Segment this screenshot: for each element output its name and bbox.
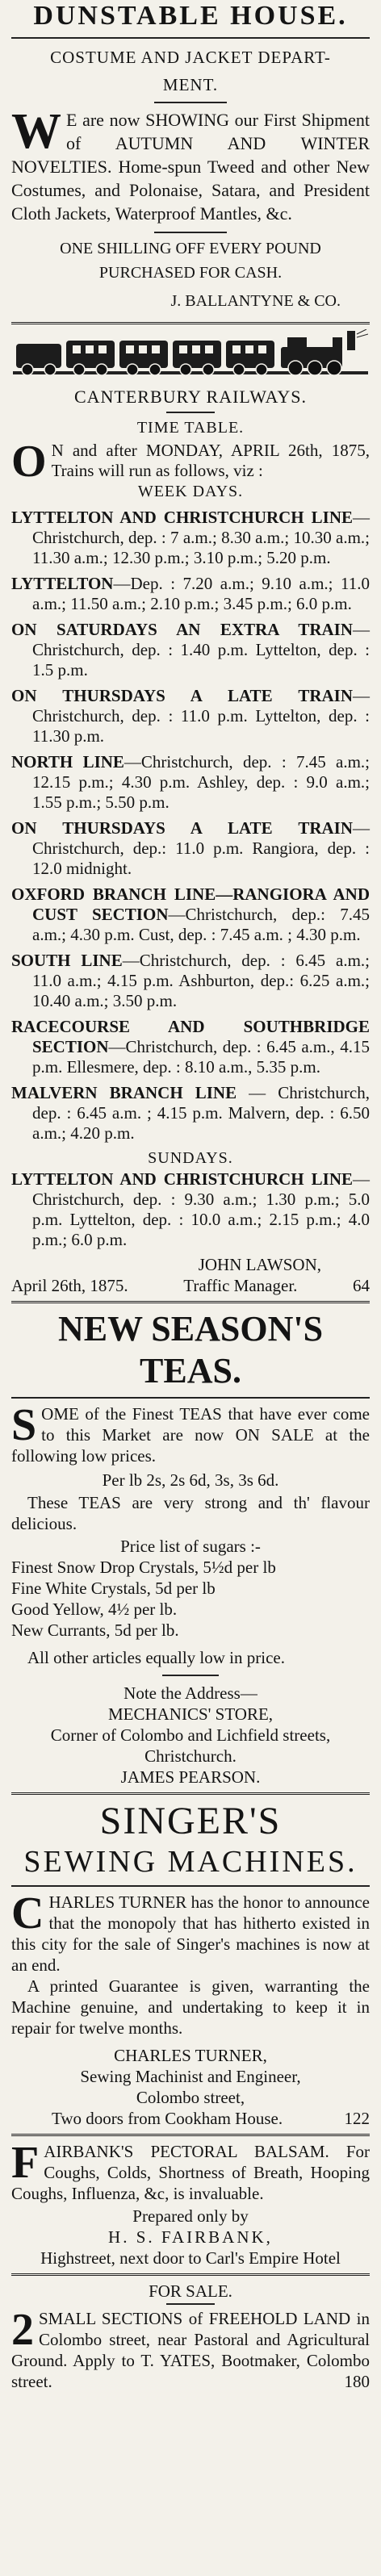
timetable-entry [11, 508, 370, 568]
timetable-entry [11, 1169, 370, 1250]
line-name: ON SATURDAYS AN EXTRA TRAIN [11, 620, 353, 639]
ad-title: DUNSTABLE HOUSE. [33, 1, 348, 31]
divider [11, 1885, 370, 1887]
singer-body-text: HARLES TURNER has the honor to announce that the monopoly that has hitherto existed in this city for the sale of Singer's machines is now at an end. [11, 1892, 370, 1975]
timetable-heading: TIME TABLE. [136, 419, 245, 437]
line-name: LYTTELTON AND CHRISTCHURCH LINE [11, 1169, 353, 1189]
line-name: LYTTELTON [11, 574, 114, 593]
section-divider [11, 1792, 370, 1795]
drop-cap: 2 [11, 2305, 34, 2355]
sugar-item: Fine White Crystals, 5d per lb [11, 1579, 216, 1598]
sale-body [11, 2305, 370, 2392]
line-times: —Christchurch, dep. : 1.40 p.m. Lyttelton, dep. : 1.5 p.m. [32, 620, 370, 680]
short-divider [166, 2303, 215, 2305]
timetable-entry [11, 818, 370, 879]
line-times: —Christchurch, dep.: 7.45 a.m.; 4.30 p.m. Cust, dep. : 7.45 a.m. ; 4.30 p.m. [32, 905, 370, 944]
section-divider [11, 1301, 370, 1303]
line-times: —Christchurch, dep. : 9.30 a.m.; 1.30 p.m.; 5.0 p.m. Lyttelton, dep. : 10.0 a.m.; 2.15 p.m.; 4.0 p.m.; 6.0 p.m. [32, 1169, 370, 1249]
signer-title: Traffic Manager. [183, 1276, 298, 1295]
railway-timetable-ad [11, 329, 370, 1296]
line-name: ON THURSDAYS A LATE TRAIN [11, 818, 353, 838]
line-times: —Christchurch, dep. : 7.45 a.m.; 12.15 p.m.; 4.30 p.m. Ashley, dep. : 9.0 a.m.; 1.55 p.m.; 5.50 p.m. [32, 752, 370, 812]
sale-body-text: SMALL SECTIONS of FREEHOLD LAND in Colombo street, near Pastoral and Agricultural Ground. Apply to T. YATES, Bootmaker, Colombo street. [11, 2309, 370, 2391]
singer-sewing-ad [11, 1800, 370, 2129]
weekdays-heading: WEEK DAYS. [137, 483, 244, 500]
line-name: NORTH LINE [11, 752, 124, 772]
line-name: OXFORD BRANCH LINE—RANGIORA AND CUST SECTION [11, 884, 370, 924]
drop-cap: C [11, 1888, 44, 1938]
merchant-trade: Sewing Machinist and Engineer, [80, 2067, 301, 2086]
other-articles: All other articles equally low in price. [27, 1648, 285, 1667]
ad-subtitle-line-1: COSTUME AND JACKET DEPART- [50, 48, 331, 67]
drop-cap: S [11, 1400, 37, 1450]
line-times: —Dep. : 7.20 a.m.; 9.10 a.m.; 11.0 a.m.; 11.50 a.m.; 2.10 p.m.; 3.45 p.m.; 6.0 p.m. [32, 574, 370, 613]
chemist-name: H. S. FAIRBANK, [108, 2227, 273, 2247]
merchant-location: Two doors from Cookham House. [52, 2109, 283, 2128]
line-times: —Christchurch, dep. : 7 a.m.; 8.30 a.m.; 10.30 a.m.; 11.30 a.m.; 12.30 p.m.; 3.10 p.m.; 5.20 p.m. [32, 508, 370, 567]
divider [11, 37, 370, 39]
ad-title: NEW SEASON'S TEAS. [57, 1309, 324, 1390]
line-name: ON THURSDAYS A LATE TRAIN [11, 686, 353, 705]
line-name: LYTTELTON AND CHRISTCHURCH LINE [11, 508, 353, 527]
signer-name: JOHN LAWSON, [198, 1255, 321, 1274]
singer-guarantee: A printed Guarantee is given, warranting the Machine genuine, and undertaking to keep it in repair for twelve months. [11, 1976, 370, 2038]
singer-body [11, 1888, 370, 1976]
tea-quality: These TEAS are very strong and th' flavour delicious. [11, 1493, 370, 1533]
railway-intro-text: N and after MONDAY, APRIL 26th, 1875, Trains will run as follows, viz : [51, 441, 370, 480]
sugar-item: Finest Snow Drop Crystals, 5½d per lb [11, 1558, 276, 1577]
timetable-entry [11, 752, 370, 813]
timetable-entry [11, 686, 370, 746]
sugar-heading: Price list of sugars :- [120, 1537, 261, 1556]
drop-cap: F [11, 2138, 40, 2188]
fairbank-balsam-ad [11, 2138, 370, 2269]
timetable-entry [11, 951, 370, 1011]
notice-date: April 26th, 1875. [11, 1276, 128, 1295]
section-divider [11, 322, 370, 324]
store-corner: Corner of Colombo and Lichfield streets, [50, 1725, 331, 1745]
short-divider [154, 232, 227, 233]
line-times: —Christchurch, dep.: 11.0 p.m. Rangiora, dep. : 12.0 midnight. [32, 818, 370, 878]
line-times: — Christchurch, dep. : 6.45 a.m. ; 4.15 p.m. Malvern, dep. : 6.50 a.m.; 4.20 p.m. [32, 1083, 370, 1143]
section-divider [11, 2134, 370, 2136]
timetable-entry [11, 574, 370, 614]
ad-number: 180 [344, 2372, 370, 2391]
ad-title: SINGER'S [99, 1800, 282, 1842]
short-divider [154, 102, 227, 103]
line-name: SOUTH LINE [11, 951, 123, 970]
chemist-address: Highstreet, next door to Carl's Empire Hotel [40, 2248, 341, 2268]
sugar-item: Good Yellow, 4½ per lb. [11, 1600, 178, 1619]
teas-intro-text: OME of the Finest TEAS that have ever come to this Market are now ON SALE at the following low prices. [11, 1404, 370, 1466]
merchant-location-row [11, 2108, 370, 2129]
ad-signature: J. BALLANTYNE & CO. [170, 292, 341, 310]
train-engraving [13, 329, 368, 383]
merchant-name: CHARLES TURNER, [114, 2046, 267, 2065]
ad-subtitle-line-2: MENT. [162, 75, 219, 94]
fairbank-body [11, 2138, 370, 2204]
drop-cap: O [11, 437, 47, 487]
offer-line-2: PURCHASED FOR CASH. [98, 264, 283, 282]
store-name: MECHANICS' STORE, [107, 1704, 274, 1724]
timetable-entry [11, 620, 370, 680]
timetable-entry [11, 1017, 370, 1077]
store-city: Christchurch. [144, 1746, 237, 1766]
short-divider [166, 412, 215, 413]
ad-body [11, 104, 370, 225]
store-owner: JAMES PEARSON. [120, 1767, 261, 1787]
prepared-by: Prepared only by [132, 2206, 249, 2226]
railway-heading: CANTERBURY RAILWAYS. [73, 387, 308, 407]
merchant-street: Colombo street, [136, 2088, 245, 2107]
timetable-entry [11, 1083, 370, 1144]
line-times: —Christchurch, dep. : 11.0 p.m. Lyttelton, dep. : 11.30 p.m. [32, 686, 370, 746]
ad-body-text: E are now SHOWING our First Shipment of AUTUMN AND WINTER NOVELTIES. Home-spun Tweed and other New Costumes, and Polonaise, Satara, and President Cloth Jackets, Waterproof Mantles, &c. [11, 110, 370, 224]
tea-prices: Per lb 2s, 2s 6d, 3s, 3s 6d. [102, 1470, 279, 1490]
fairbank-body-text: AIRBANK'S PECTORAL BALSAM. For Coughs, Colds, Shortness of Breath, Hooping Coughs, Influenza, &c, is invaluable. [11, 2142, 370, 2203]
for-sale-ad [11, 2281, 370, 2392]
ad-number: 64 [353, 1276, 370, 1295]
sugar-item: New Currants, 5d per lb. [11, 1620, 179, 1640]
dunstable-house-ad [11, 0, 370, 314]
address-note: Note the Address— [124, 1683, 257, 1703]
short-divider [162, 1675, 219, 1676]
ad-subtitle: SEWING MACHINES. [23, 1845, 358, 1879]
railway-intro [11, 437, 370, 487]
offer-line-1: ONE SHILLING OFF EVERY POUND [60, 240, 321, 257]
ad-number: 122 [344, 2109, 370, 2128]
signer-row [11, 1275, 370, 1296]
line-times: —Christchurch, dep. : 6.45 a.m., 4.15 p.m. Ellesmere, dep. : 8.10 a.m., 5.35 p.m. [32, 1037, 370, 1077]
sundays-heading: SUNDAYS. [148, 1149, 233, 1167]
section-divider [11, 2273, 370, 2276]
divider [11, 1397, 370, 1399]
line-times: —Christchurch, dep. : 6.45 a.m.; 11.0 a.m.; 4.15 p.m. Ashburton, dep.: 6.25 a.m.; 10.40 a.m.; 3.50 p.m. [32, 951, 371, 1010]
teas-ad [11, 1308, 370, 1788]
line-name: MALVERN BRANCH LINE [11, 1083, 237, 1102]
sale-heading: FOR SALE. [149, 2281, 232, 2301]
line-name: RACECOURSE AND SOUTHBRIDGE SECTION [11, 1017, 370, 1056]
teas-intro [11, 1400, 370, 1466]
drop-cap: W [11, 104, 61, 159]
timetable-entry [11, 884, 370, 945]
